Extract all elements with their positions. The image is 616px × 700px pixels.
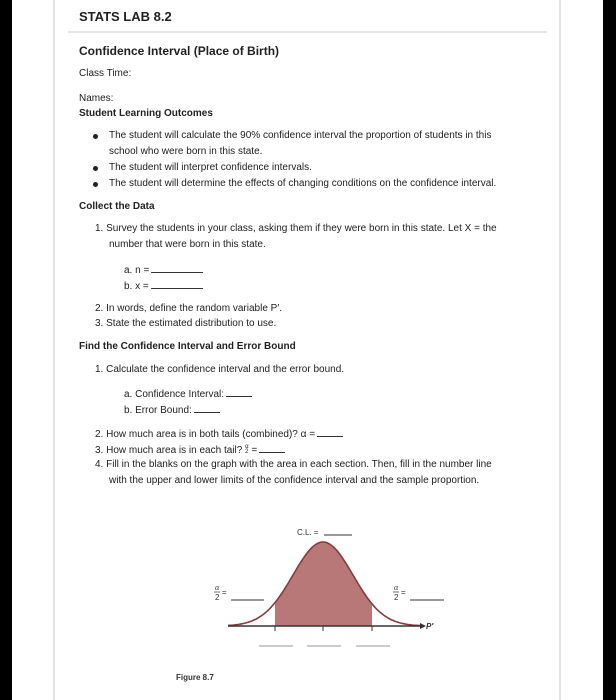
- eq: =: [251, 445, 258, 456]
- find-q4: 4. Fill in the blanks on the graph with the area in each section. Then, fill in the number line: [95, 459, 492, 470]
- n-label: a. n =: [124, 265, 150, 276]
- find-q2: [95, 427, 343, 440]
- lab-title: Confidence Interval (Place of Birth): [79, 44, 280, 58]
- outcome-item: The student will interpret confidence intervals.: [109, 162, 312, 173]
- find-b: [124, 403, 220, 416]
- outcomes-heading: Student Learning Outcomes: [79, 108, 213, 119]
- right-border: [603, 0, 616, 700]
- find-q3: [95, 443, 285, 456]
- alpha-label: 2. How much area is in both tails (combined)? α =: [95, 429, 316, 440]
- collect-b: [124, 279, 203, 292]
- alpha-blank[interactable]: [317, 427, 343, 437]
- collect-q1: 1. Survey the students in your class, asking them if they were born in this state. Let X = the: [95, 223, 497, 234]
- n-blank[interactable]: [151, 263, 203, 273]
- eq-right: =: [401, 588, 406, 597]
- axis-label: P′: [426, 622, 434, 631]
- tail-blank[interactable]: [259, 443, 285, 453]
- collect-q2: 2. In words, define the random variable P′.: [95, 303, 282, 314]
- bullet: [93, 182, 98, 187]
- eb-blank[interactable]: [194, 403, 220, 413]
- x-label: b. x =: [124, 281, 149, 292]
- find-a: [124, 387, 252, 400]
- page-title: STATS LAB 8.2: [79, 9, 172, 24]
- find-q1: 1. Calculate the confidence interval and the error bound.: [95, 364, 345, 375]
- frac-num: α: [245, 444, 249, 451]
- cl-label: C.L. =: [297, 528, 319, 537]
- eq-left: =: [222, 588, 227, 597]
- left-border: [0, 0, 12, 700]
- page-edge-left: [53, 0, 55, 700]
- eb-label: b. Error Bound:: [124, 405, 192, 416]
- bullet: [93, 166, 98, 171]
- figure-caption: Figure 8.7: [176, 673, 214, 682]
- two-right: 2: [394, 593, 399, 602]
- two-left: 2: [215, 593, 220, 602]
- ci-blank[interactable]: [226, 387, 252, 397]
- normal-curve-figure: [150, 510, 450, 700]
- class-time-label: Class Time:: [79, 68, 132, 79]
- find-heading: Find the Confidence Interval and Error Bound: [79, 341, 296, 352]
- ci-label: a. Confidence Interval:: [124, 389, 225, 400]
- page-edge-right: [559, 0, 561, 700]
- tail-label: 3. How much area is in each tail?: [95, 445, 243, 456]
- collect-a: [124, 263, 203, 276]
- names-label: Names:: [79, 93, 114, 104]
- collect-q3: 3. State the estimated distribution to use.: [95, 318, 277, 329]
- divider: [68, 31, 547, 33]
- frac-den: 2: [245, 449, 249, 456]
- outcome-item: school who were born in this state.: [109, 146, 263, 157]
- alpha-right: α: [394, 583, 399, 592]
- alpha-left: α: [215, 583, 220, 592]
- outcome-item: The student will calculate the 90% confidence interval the proportion of students in this: [109, 130, 492, 141]
- bullet: [93, 134, 98, 139]
- collect-q1-cont: number that were born in this state.: [109, 239, 266, 250]
- outcome-item: The student will determine the effects of changing conditions on the confidence interval.: [109, 178, 497, 189]
- find-q4-cont: with the upper and lower limits of the confidence interval and the sample proportion.: [109, 475, 480, 486]
- collect-heading: Collect the Data: [79, 201, 155, 212]
- x-blank[interactable]: [151, 279, 203, 289]
